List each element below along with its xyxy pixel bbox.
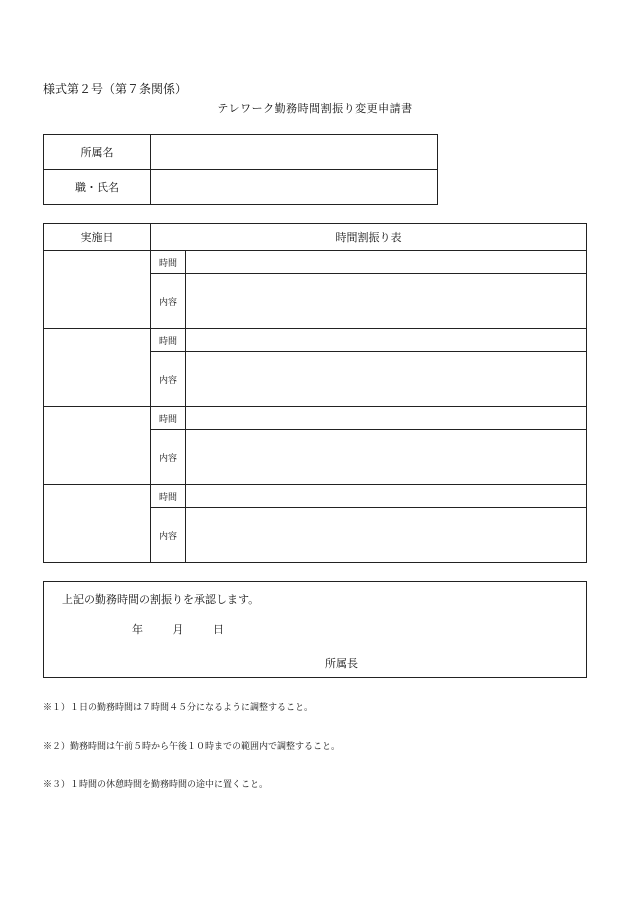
affiliation-row [44, 135, 438, 170]
time-label: 時間 [151, 407, 186, 430]
content-field[interactable] [186, 352, 587, 407]
date-field[interactable] [44, 329, 151, 407]
date-field[interactable] [44, 251, 151, 329]
content-label: 内容 [151, 430, 186, 485]
schedule-table [43, 223, 587, 563]
time-label: 時間 [151, 329, 186, 352]
time-row [44, 329, 587, 352]
approval-date [132, 621, 250, 637]
approval-box [43, 581, 587, 678]
date-header: 実施日 [44, 224, 151, 251]
name-label: 職・氏名 [44, 170, 151, 205]
note-1: ※１）１日の勤務時間は７時間４５分になるように調整すること。 [43, 703, 314, 713]
content-field[interactable] [186, 274, 587, 329]
time-row [44, 251, 587, 274]
time-field[interactable] [186, 485, 587, 508]
name-row [44, 170, 438, 205]
date-field[interactable] [44, 407, 151, 485]
note-2: ※２）勤務時間は午前５時から午後１０時までの範囲内で調整すること。 [43, 742, 341, 752]
note-3: ※３）１時間の休憩時間を勤務時間の途中に置くこと。 [43, 780, 269, 790]
content-label: 内容 [151, 274, 186, 329]
content-label: 内容 [151, 508, 186, 563]
time-label: 時間 [151, 485, 186, 508]
schedule-header: 時間割振り表 [151, 224, 587, 251]
time-field[interactable] [186, 407, 587, 430]
content-field[interactable] [186, 430, 587, 485]
schedule-header-row [44, 224, 587, 251]
time-row [44, 407, 587, 430]
time-row [44, 485, 587, 508]
content-field[interactable] [186, 508, 587, 563]
time-field[interactable] [186, 251, 587, 274]
date-field[interactable] [44, 485, 151, 563]
form-number: 様式第２号（第７条関係） [43, 82, 188, 96]
approver-label: 所属長 [325, 657, 358, 670]
content-label: 内容 [151, 352, 186, 407]
name-field[interactable] [151, 170, 438, 205]
time-label: 時間 [151, 251, 186, 274]
affiliation-label: 所属名 [44, 135, 151, 170]
affiliation-field[interactable] [151, 135, 438, 170]
applicant-table [43, 134, 438, 205]
document-title: テレワーク勤務時間割振り変更申請書 [217, 102, 413, 115]
month-label: 月 [172, 623, 184, 636]
year-label: 年 [132, 623, 143, 636]
day-label: 日 [213, 623, 224, 636]
approval-statement: 上記の勤務時間の割振りを承認します。 [62, 593, 260, 606]
time-field[interactable] [186, 329, 587, 352]
